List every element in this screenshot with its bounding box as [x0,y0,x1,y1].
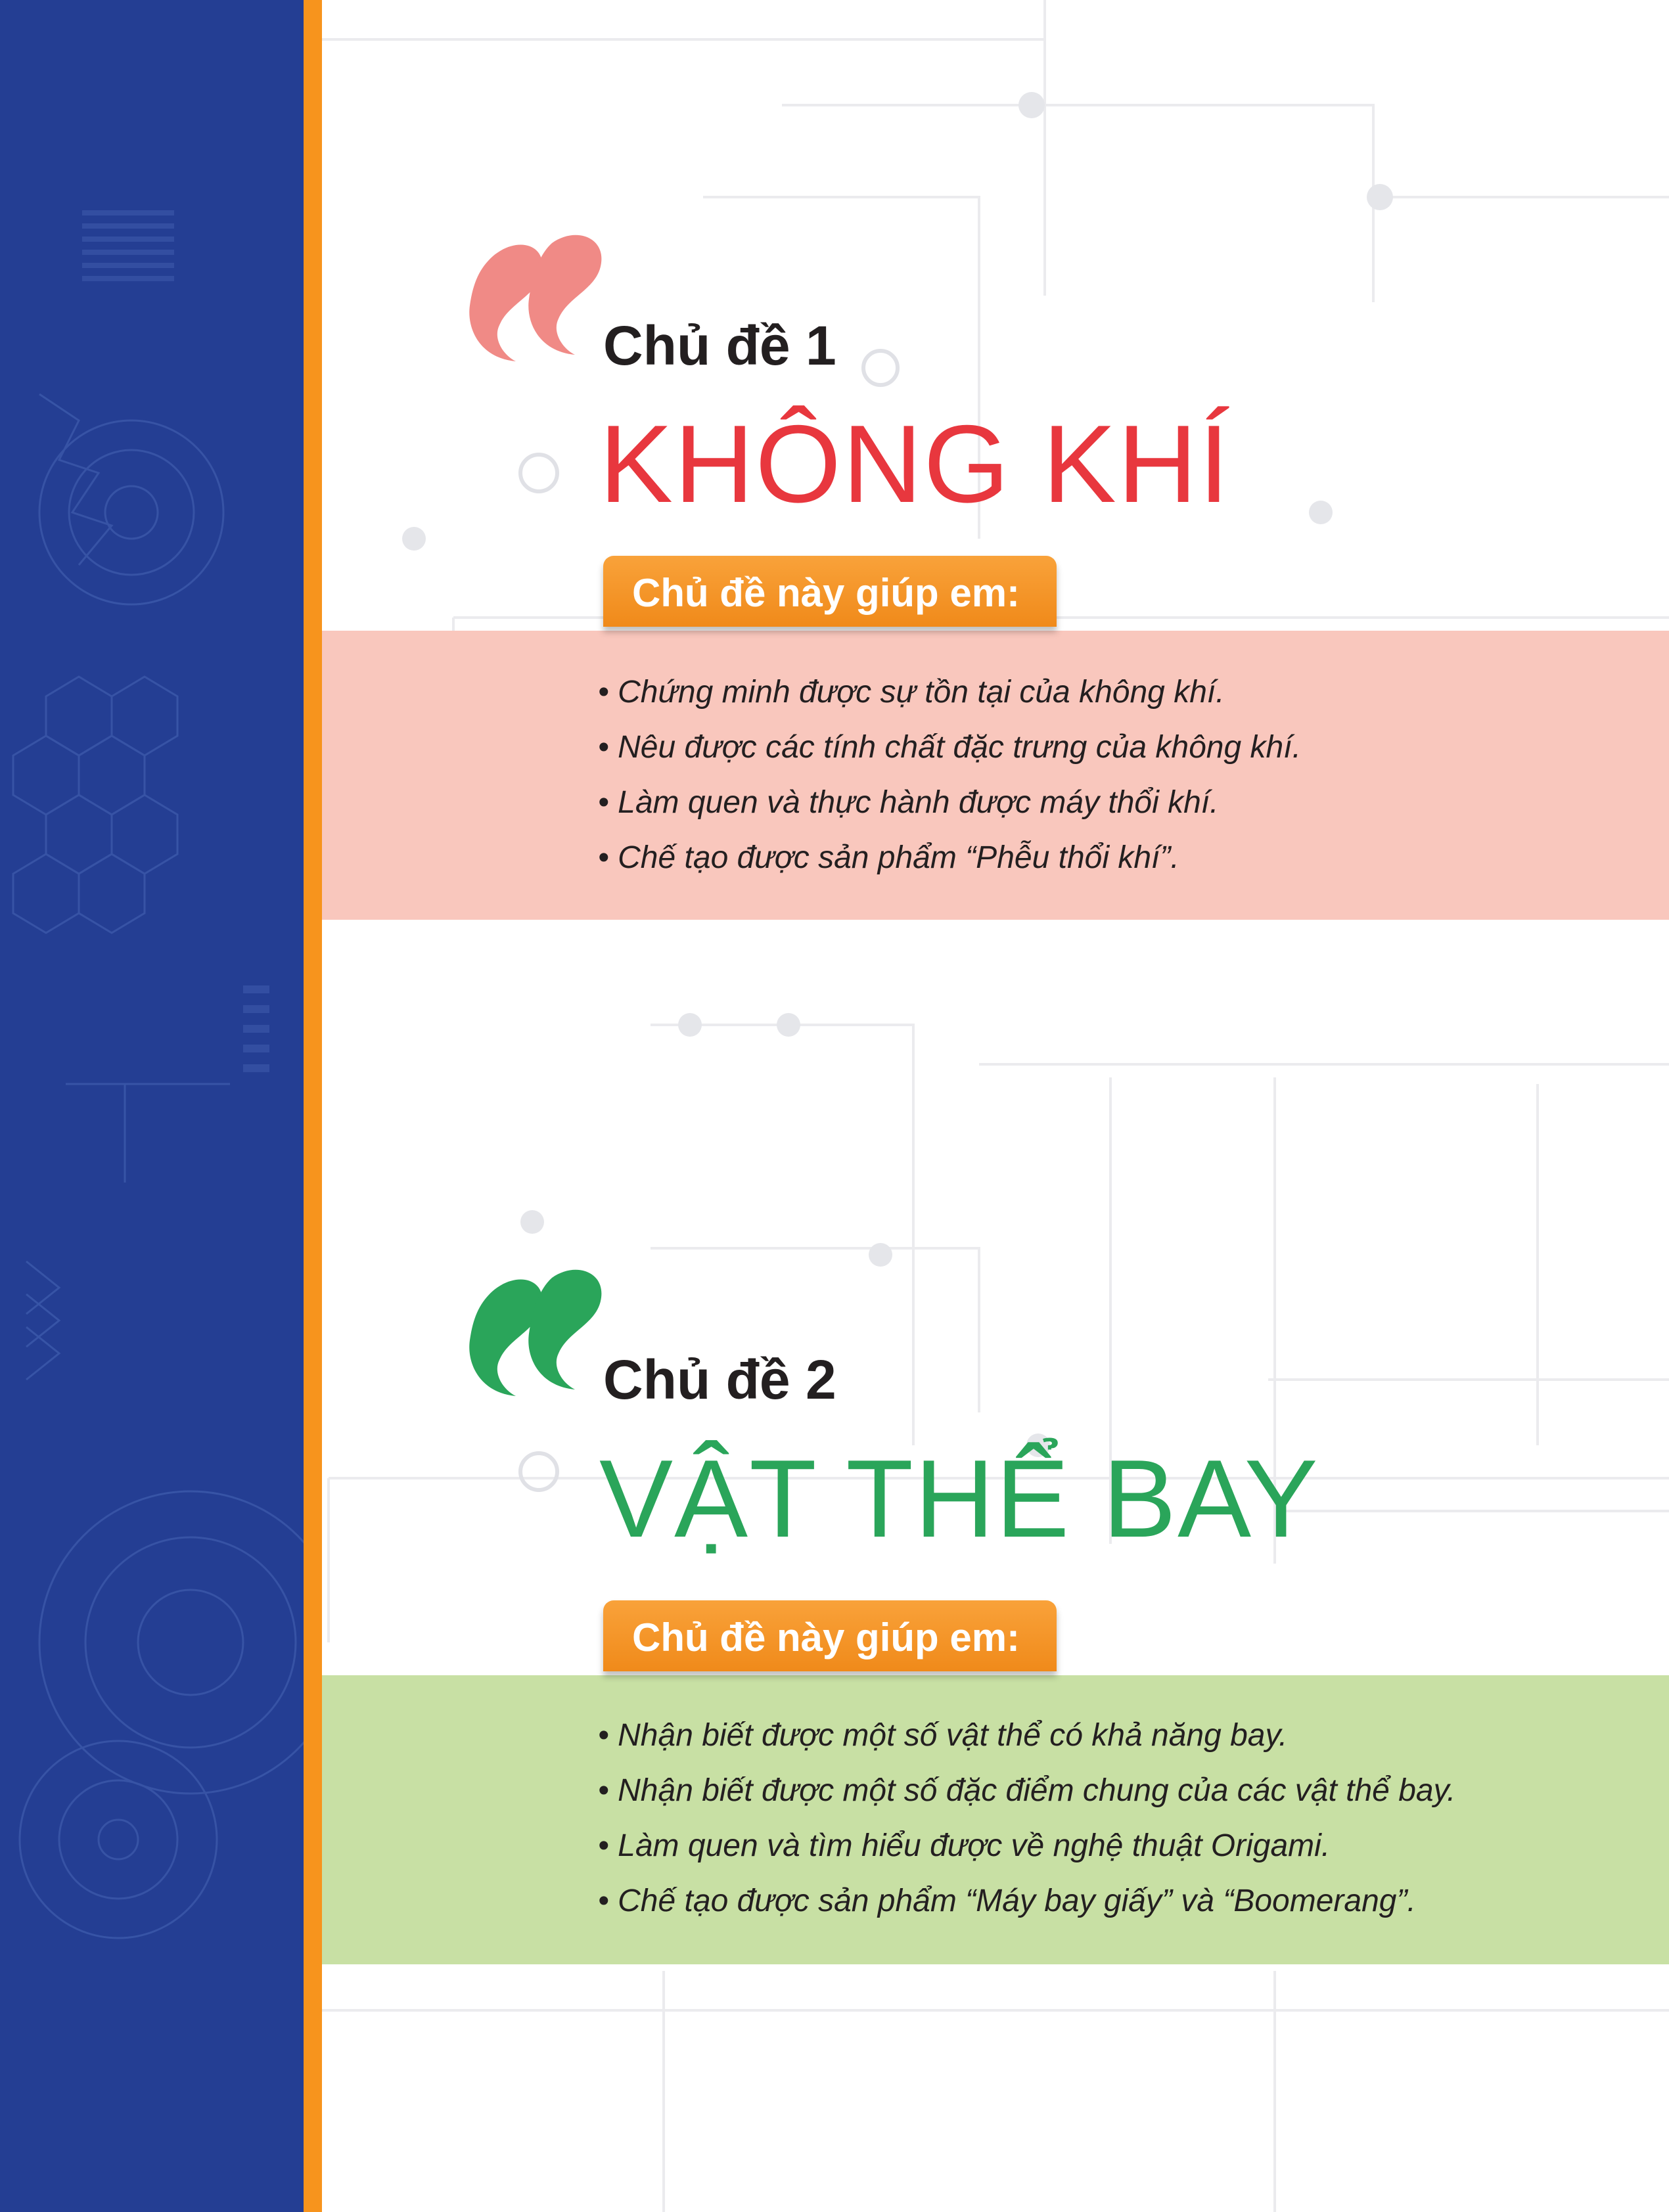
goal-item: • Làm quen và thực hành được máy thổi khí. [598,785,1219,820]
goals-panel [322,1675,1669,1964]
goal-item: • Chế tạo được sản phẩm “Máy bay giấy” và “Boomerang”. [598,1884,1416,1918]
goal-item: • Nêu được các tính chất đặc trưng của không khí. [598,730,1301,765]
topic-label: Chủ đề 2 [603,1349,836,1411]
topic-title: VẬT THỂ BAY [599,1437,1319,1560]
goal-item: • Làm quen và tìm hiểu được về nghệ thuật Origami. [598,1828,1331,1863]
help-tab-label: Chủ đề này giúp em: [632,571,1020,615]
goal-item: • Nhận biết được một số vật thể có khả năng bay. [598,1718,1288,1753]
help-tab-label: Chủ đề này giúp em: [632,1615,1020,1659]
circuit-gear-pattern [0,0,304,2212]
goal-item: • Nhận biết được một số đặc điểm chung của các vật thể bay. [598,1773,1456,1808]
topic-label: Chủ đề 1 [603,315,836,376]
help-tab [603,556,1057,627]
topic-title: KHÔNG KHÍ [599,402,1231,526]
goals-panel [322,631,1669,920]
quote-mark-icon [453,1265,611,1422]
sidebar-accent-stripe [304,0,322,2212]
goal-item: • Chứng minh được sự tồn tại của không khí. [598,675,1225,710]
goal-item: • Chế tạo được sản phẩm “Phễu thổi khí”. [598,840,1179,875]
sidebar-decoration [0,0,304,2212]
quote-mark-icon [453,230,611,388]
help-tab [603,1600,1057,1671]
